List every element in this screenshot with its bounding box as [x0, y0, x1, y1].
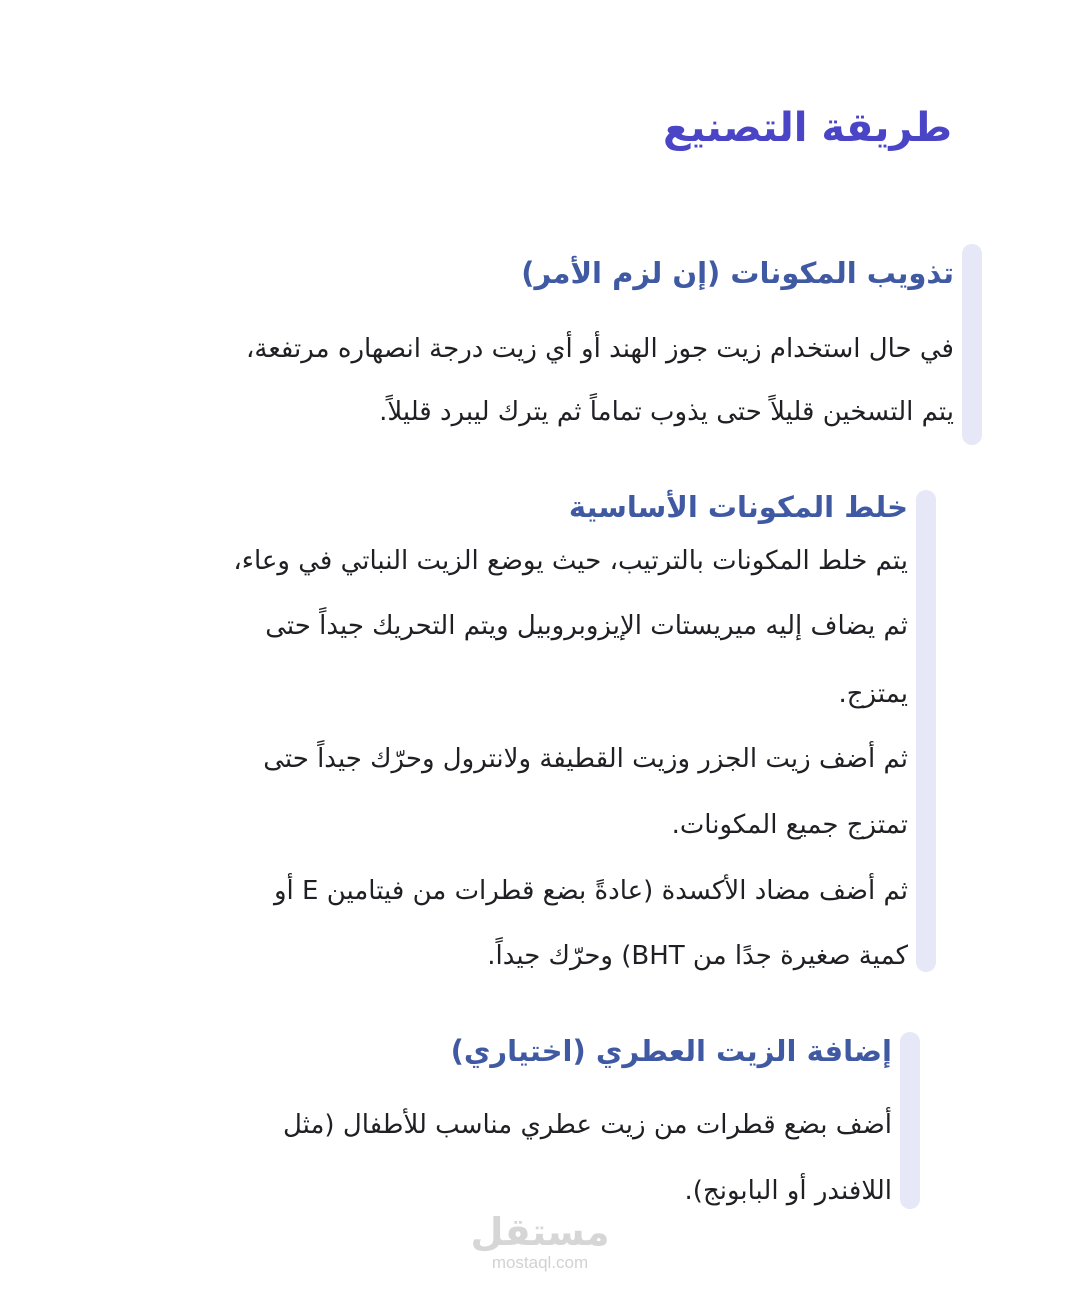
section-accent-bar [916, 490, 936, 972]
section-accent-bar [900, 1032, 920, 1209]
section-heading: خلط المكونات الأساسية [568, 490, 908, 524]
watermark-logo: مستقل [470, 1210, 610, 1254]
section-text-line: ثم أضف زيت الجزر وزيت القطيفة ولانترول وحرّك جيداً حتى [263, 744, 908, 774]
section-text-line: ثم أضف مضاد الأكسدة (عادةً بضع قطرات من فيتامين E أو [273, 876, 908, 906]
mostaql-watermark [470, 1212, 610, 1272]
section-melting [122, 244, 982, 445]
section-text-line: أضف بضع قطرات من زيت عطري مناسب للأطفال (مثل [282, 1110, 892, 1140]
section-heading: إضافة الزيت العطري (اختياري) [450, 1034, 892, 1068]
page-title: طريقة التصنيع [662, 105, 952, 151]
section-heading: تذويب المكونات (إن لزم الأمر) [521, 256, 954, 290]
section-essential-oil [140, 1032, 920, 1209]
watermark-site: mostaql.com [491, 1252, 589, 1272]
section-accent-bar [962, 244, 982, 445]
section-text-line: يتم خلط المكونات بالترتيب، حيث يوضع الزيت النباتي في وعاء، [233, 546, 908, 576]
section-mixing [136, 490, 936, 972]
section-text-line: كمية صغيرة جدًا من BHT) وحرّك جيداً. [487, 941, 908, 971]
section-text-line: ثم يضاف إليه ميريستات الإيزوبروبيل ويتم التحريك جيداً حتى [265, 611, 908, 641]
section-text-line: يمتزج. [838, 679, 908, 709]
section-text-line: اللافندر أو البابونج). [684, 1176, 892, 1206]
section-text-line: يتم التسخين قليلاً حتى يذوب تماماً ثم يترك ليبرد قليلاً. [379, 397, 954, 427]
section-text-line: تمتزج جميع المكونات. [671, 810, 908, 840]
section-text-line: في حال استخدام زيت جوز الهند أو أي زيت درجة انصهاره مرتفعة، [246, 334, 954, 364]
